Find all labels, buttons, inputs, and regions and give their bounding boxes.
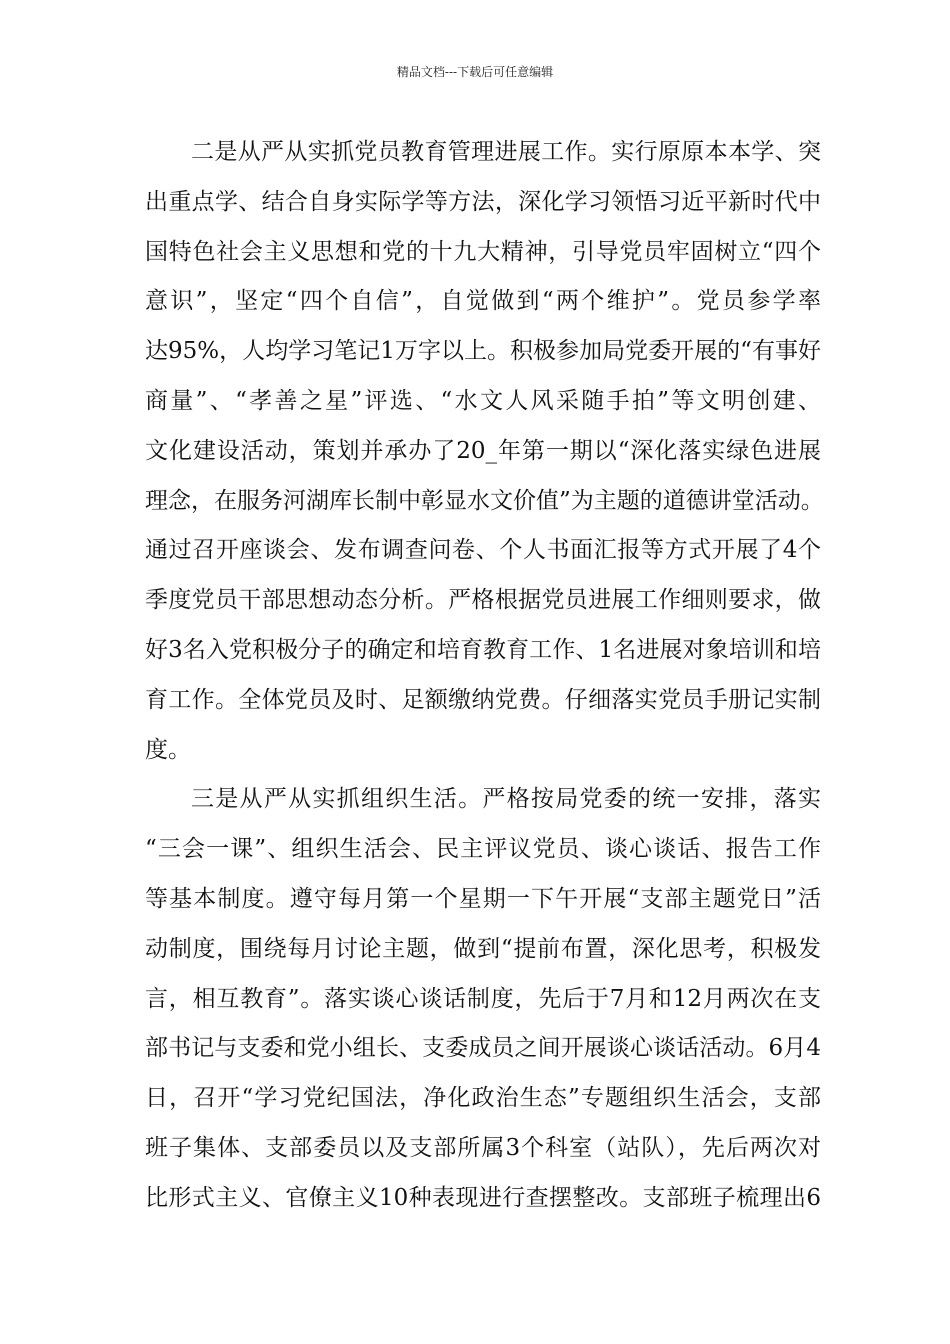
document-body [145, 128, 824, 1224]
text-line: 育工作。全体党员及时、足额缴纳党费。仔细落实党员手册记实制 [145, 686, 821, 713]
paragraph-organization-life [145, 775, 821, 1223]
text-line: 三是从严从实抓组织生活。严格按局党委的统一安排，落实 [191, 786, 821, 813]
text-line: 国特色社会主义思想和党的十九大精神，引导党员牢固树立“四个 [145, 238, 821, 265]
text-line: 比形式主义、官僚主义10种表现进行查摆整改。支部班子梳理出6 [145, 1184, 821, 1211]
page-header: 精品文档---下载后可任意编辑 [396, 65, 554, 79]
text-line: 出重点学、结合自身实际学等方法，深化学习领悟习近平新时代中 [145, 188, 821, 215]
text-line: 日，召开“学习党纪国法，净化政治生态”专题组织生活会，支部 [145, 1085, 821, 1112]
text-line: 好3名入党积极分子的确定和培育教育工作、1名进展对象培训和培 [145, 636, 821, 663]
text-line: 意识”，坚定“四个自信”，自觉做到“两个维护”。党员参学率 [145, 288, 821, 315]
text-line: 商量”、“孝善之星”评选、“水文人风采随手拍”等文明创建、 [145, 387, 821, 414]
text-line: 理念，在服务河湖库长制中彰显水文价值”为主题的道德讲堂活动。 [145, 487, 824, 514]
text-line: 班子集体、支部委员以及支部所属3个科室（站队），先后两次对 [145, 1134, 821, 1161]
text-line: 达95%，人均学习笔记1万字以上。积极参加局党委开展的“有事好 [145, 338, 821, 365]
text-line: 通过召开座谈会、发布调查问卷、个人书面汇报等方式开展了4个 [145, 537, 821, 564]
paragraph-party-education [145, 128, 824, 775]
text-line: 度。 [145, 736, 191, 763]
text-line: 二是从严从实抓党员教育管理进展工作。实行原原本本学、突 [191, 139, 821, 165]
text-line: 动制度，围绕每月讨论主题，做到“提前布置，深化思考，积极发 [145, 935, 821, 962]
text-line: 文化建设活动，策划并承办了20_年第一期以“深化落实绿色进展 [145, 437, 821, 464]
text-line: 部书记与支委和党小组长、支委成员之间开展谈心谈话活动。6月4 [145, 1035, 821, 1062]
text-line: 等基本制度。遵守每月第一个星期一下午开展“支部主题党日”活 [145, 885, 821, 912]
text-line: “三会一课”、组织生活会、民主评议党员、谈心谈话、报告工作 [145, 836, 821, 863]
text-line: 言，相互教育”。落实谈心谈话制度，先后于7月和12月两次在支 [145, 985, 821, 1012]
text-line: 季度党员干部思想动态分析。严格根据党员进展工作细则要求，做 [145, 587, 821, 614]
